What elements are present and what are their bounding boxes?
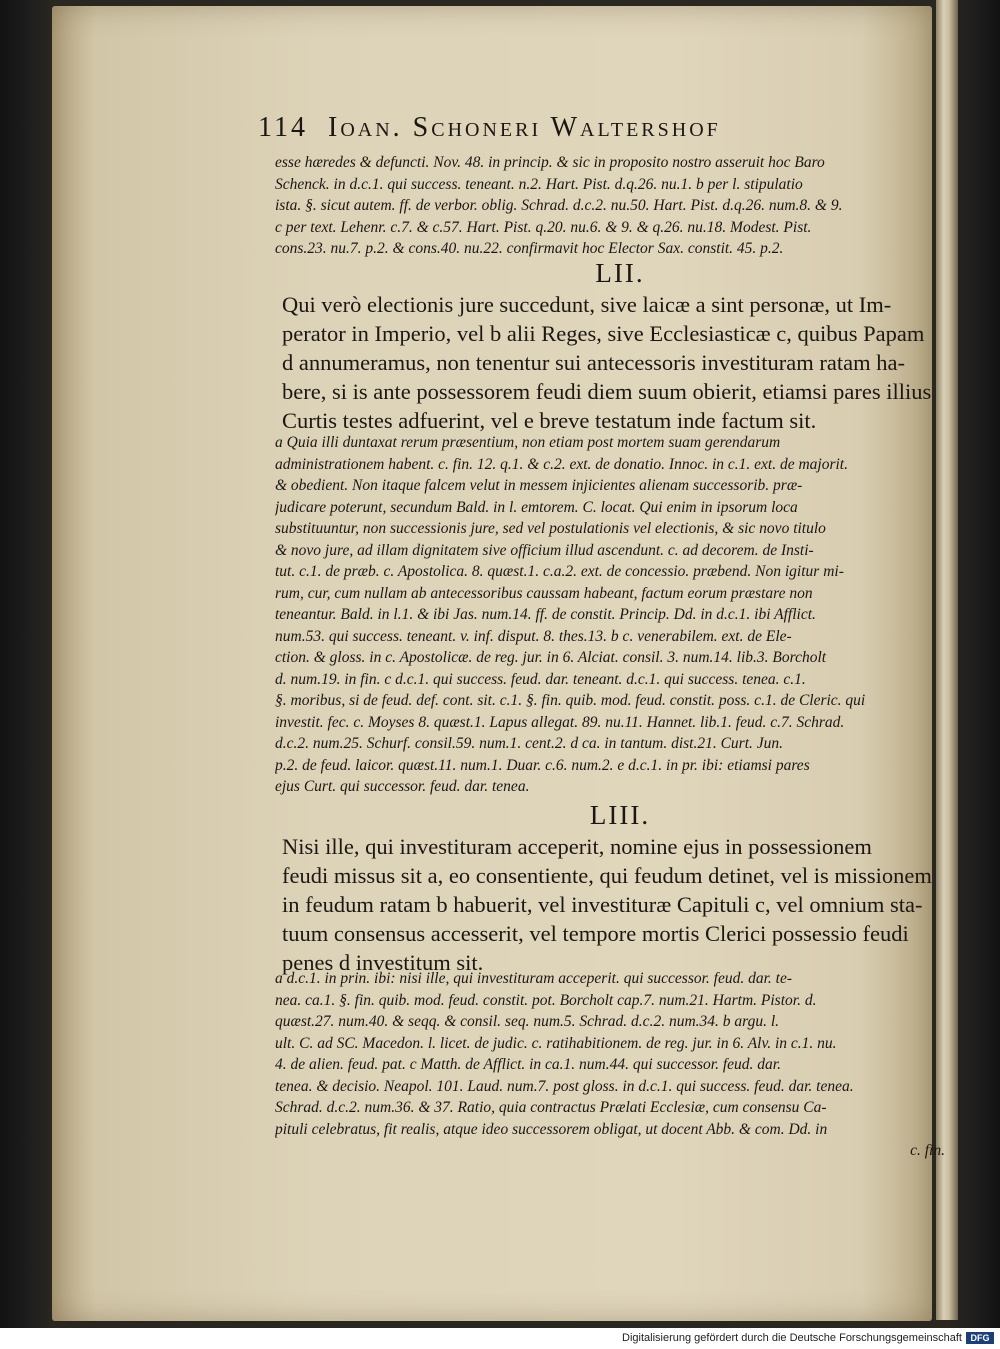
note-line: p.2. de feud. laicor. quæst.11. num.1. Duar. c.6. num.2. e d.c.1. in pr. ibi: etiamsi pares — [275, 756, 810, 774]
text-line: Nisi ille, qui investituram acceperit, nomine ejus in possessionem — [282, 834, 872, 859]
dfg-logo: DFG — [966, 1332, 994, 1344]
section-53-text — [282, 832, 962, 977]
note-line: tenea. & decisio. Neapol. 101. Laud. num.7. post gloss. in d.c.1. qui success. feud. dar. tenea. — [275, 1077, 854, 1095]
note-line: rum, cur, cum nullam ab antecessoribus caussam habeant, factum eorum præstare non — [275, 584, 813, 602]
section-52-notes — [275, 432, 955, 798]
note-line: Schenck. in d.c.1. qui success. teneant. n.2. Hart. Pist. d.q.26. nu.1. b per l. stipulatio — [275, 175, 803, 193]
text-line: feudi missus sit a, eo consentiente, qui feudum detinet, vel is missionem — [282, 863, 932, 888]
footnotes-top — [275, 152, 955, 260]
note-line: num.53. qui success. teneant. v. inf. disput. 8. thes.13. b c. venerabilem. ext. de Ele- — [275, 627, 792, 645]
text-line: penes d investitum sit. — [282, 950, 484, 975]
text-line: perator in Imperio, vel b alii Reges, sive Ecclesiasticæ c, quibus Papam — [282, 321, 925, 346]
section-53-notes — [275, 968, 955, 1162]
note-line: ction. & gloss. in c. Apostolicæ. de reg. jur. in 6. Alciat. consil. 3. num.14. lib.3. Borcholt — [275, 649, 827, 666]
note-line: tut. c.1. de præb. c. Apostolica. 8. quæst.1. c.a.2. ext. de concessio. præbend. Non igitur mi- — [275, 563, 844, 580]
note-line: ult. C. ad SC. Macedon. l. licet. de judic. c. ratihabitionem. de reg. jur. in 6. Alv. in c.1. nu. — [275, 1034, 837, 1052]
note-line: c per text. Lehenr. c.7. & c.57. Hart. Pist. q.20. nu.6. & 9. & q.26. nu.18. Modest. Pist. — [275, 218, 812, 236]
note-line: Schrad. d.c.2. num.36. & 37. Ratio, quia contractus Prælati Ecclesiæ, cum consensu Ca- — [275, 1099, 827, 1116]
note-line: nea. ca.1. §. fin. quib. mod. feud. constit. pot. Borcholt cap.7. num.21. Hartm. Pistor. d. — [275, 991, 817, 1009]
note-line: quæst.27. num.40. & seqq. & consil. seq. num.5. Schrad. d.c.2. num.34. b argu. l. — [275, 1013, 780, 1030]
text-line: Qui verò electionis jure succedunt, sive laicæ a sint personæ, ut Im- — [282, 292, 892, 317]
text-line: tuum consensus accesserit, vel tempore mortis Clerici possessio feudi — [282, 921, 909, 946]
note-line: cons.23. nu.7. p.2. & cons.40. nu.22. confirmavit hoc Elector Sax. constit. 45. p.2. — [275, 240, 784, 257]
note-line: investit. fec. c. Moyses 8. quæst.1. Lapus allegat. 89. nu.11. Hannet. lib.1. feud. c.7. Schrad. — [275, 713, 845, 731]
note-line: & novo jure, ad illam dignitatem sive officium illud ascendunt. c. ad decorem. de Insti- — [275, 541, 814, 559]
digitization-credit: Digitalisierung gefördert durch die Deutsche Forschungsgemeinschaft — [622, 1332, 962, 1344]
note-line: 4. de alien. feud. pat. c Matth. de Afflict. in ca.1. num.44. qui successor. feud. dar. — [275, 1056, 781, 1073]
note-line: judicare poterunt, secundum Bald. in l. emtorem. C. locat. Qui enim in ipsorum loca — [275, 498, 798, 516]
section-heading-52: LII. — [595, 258, 645, 288]
text-line: in feudum ratam b habuerit, vel investituræ Capituli c, vel omnium sta- — [282, 892, 923, 917]
text-line: Curtis testes adfuerint, vel e breve testatum inde factum sit. — [282, 408, 817, 433]
note-line: & obedient. Non itaque falcem velut in messem injicientes alienam successorib. præ- — [275, 477, 803, 494]
note-line: d.c.2. num.25. Schurf. consil.59. num.1. cent.2. d ca. in tantum. dist.21. Curt. Jun. — [275, 735, 784, 752]
page-number: 114 — [258, 112, 308, 143]
note-line: d. num.19. in fin. c d.c.1. qui success. feud. dar. teneant. d.c.1. qui success. tenea. c.1. — [275, 670, 806, 688]
text-line: bere, si is ante possessorem feudi diem suum obierit, etiamsi pares illius — [282, 379, 932, 404]
note-line: §. moribus, si de feud. def. cont. sit. c.1. §. fin. quib. mod. feud. constit. poss. c.1. de Cleric. qui — [275, 692, 866, 709]
note-line: a d.c.1. in prin. ibi: nisi ille, qui investituram acceperit. qui successor. feud. dar. te- — [275, 970, 793, 987]
note-line: c. fin. — [910, 1142, 945, 1159]
text-line: d annumeramus, non tenentur sui antecessoris investituram ratam ha- — [282, 350, 905, 375]
note-line: teneantur. Bald. in l.1. & ibi Jas. num.14. ff. de constit. Princip. Dd. in d.c.1. ibi Afflict. — [275, 606, 816, 623]
note-line: a Quia illi duntaxat rerum præsentium, non etiam post mortem suam gerendarum — [275, 434, 781, 451]
running-title: Ioan. Schoneri Waltershof — [328, 112, 721, 143]
note-line: pituli celebratus, fit realis, atque ideo successorem obligat, ut docent Abb. & com. Dd. in — [275, 1120, 828, 1138]
section-heading-53: LIII. — [589, 800, 651, 830]
note-line: substituuntur, non successionis jure, sed vel postulationis vel electionis, & sic novo titulo — [275, 520, 826, 537]
note-line: esse hæredes & defuncti. Nov. 48. in princip. & sic in proposito nostro asseruit hoc Baro — [275, 154, 825, 171]
section-52-text — [282, 290, 962, 435]
note-line: administrationem habent. c. fin. 12. q.1. & c.2. ext. de donatio. Innoc. in c.1. ext. de majorit. — [275, 455, 848, 473]
note-line: ejus Curt. qui successor. feud. dar. tenea. — [275, 778, 530, 795]
note-line: ista. §. sicut autem. ff. de verbor. oblig. Schrad. d.c.2. nu.50. Hart. Pist. d.q.26. num.8. & 9. — [275, 197, 843, 214]
running-header — [258, 112, 878, 148]
